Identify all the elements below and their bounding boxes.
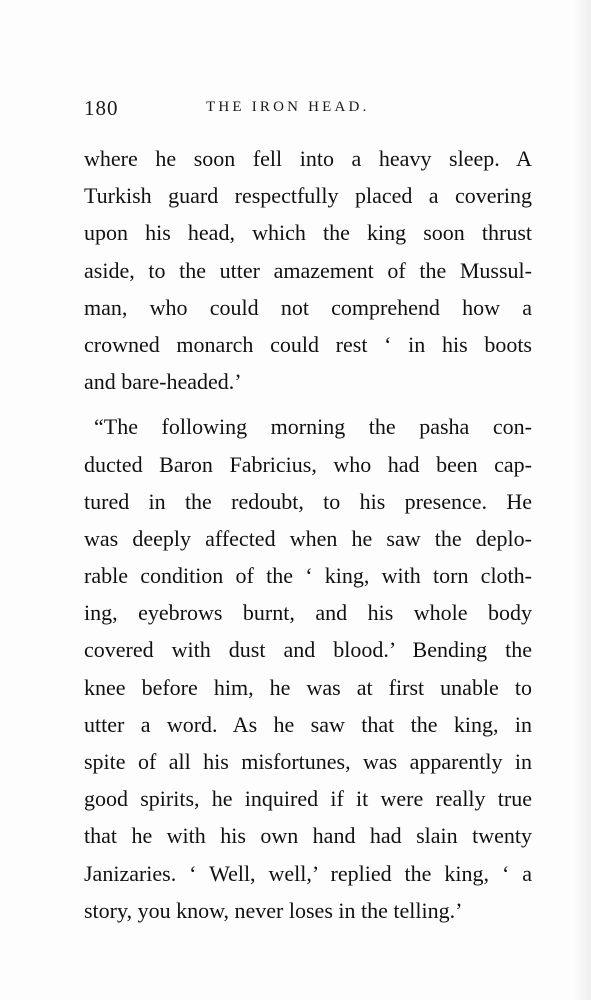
text-line: tured in the redoubt, to his presence. He [84,488,532,514]
text-line: utter a word. As he saw that the king, in [84,711,532,737]
text-line: ing, eyebrows burnt, and his whole body [84,600,532,626]
text-line: that he with his own hand had slain twenty [84,823,532,849]
paragraph [84,140,532,400]
text-line: knee before him, he was at first unable to [84,674,532,700]
body-text [84,140,532,929]
text-line: Turkish guard respectfully placed a covering [84,183,532,209]
text-line: spite of all his misfortunes, was apparently in [84,749,532,774]
text-line: “The following morning the pasha con- [94,414,532,440]
text-line: Janizaries. ‘ Well, well,’ replied the king, ‘ a [84,860,532,886]
text-line: was deeply affected when he saw the deplo- [84,525,532,551]
paragraph [84,408,532,929]
text-line: where he soon fell into a heavy sleep. A [84,146,532,171]
text-line: story, you know, never loses in the telling.’ [84,897,463,923]
running-title: THE IRON HEAD. [206,99,370,115]
text-line: ducted Baron Fabricius, who had been cap- [84,451,532,477]
page-edge-shadow [573,0,591,1000]
text-line: and bare-headed.’ [84,369,242,395]
text-line: rable condition of the ‘ king, with torn cloth- [84,563,532,589]
text-line: crowned monarch could rest ‘ in his boots [84,331,532,357]
text-line: covered with dust and blood.’ Bending the [84,637,532,663]
text-line: good spirits, he inquired if it were really true [84,786,532,812]
paragraph-gap [84,400,532,408]
text-line: man, who could not comprehend how a [84,294,532,320]
text-line: upon his head, which the king soon thrust [84,220,532,246]
text-line: aside, to the utter amazement of the Mussul- [84,257,532,283]
page-number: 180 [84,96,119,120]
running-head [84,96,534,128]
